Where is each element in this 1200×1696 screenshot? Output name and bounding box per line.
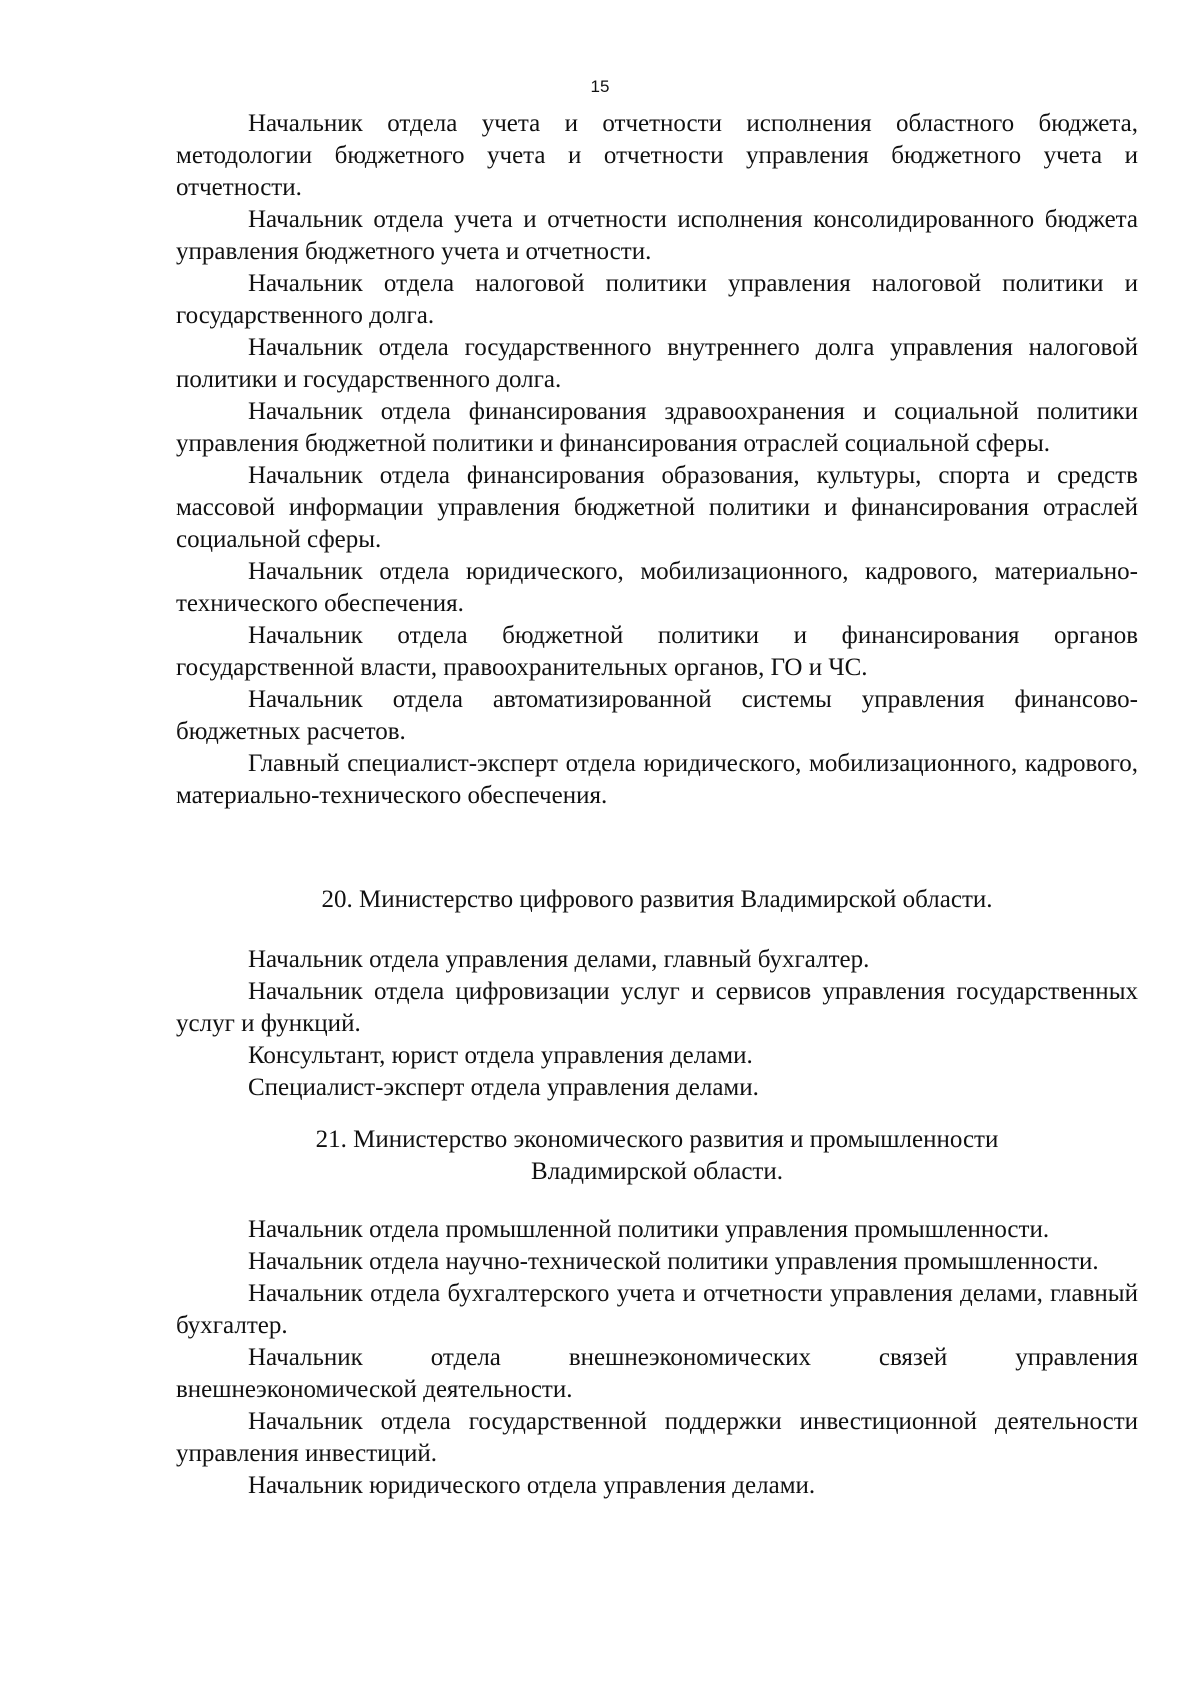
section-heading: [176, 1124, 1138, 1188]
section-21-heading-block: [176, 1124, 1138, 1188]
section-heading-line: Владимирской области.: [531, 1158, 783, 1185]
list-item: Начальник отдела финансирования образования, культуры, спорта и средств массовой информации управления бюджетной политики и финансирования отраслей социальной сферы.: [176, 462, 1138, 553]
list-item: Начальник юридического отдела управления делами.: [248, 1472, 816, 1499]
section-20-heading-block: [176, 884, 1138, 916]
section-heading: 20. Министерство цифрового развития Владимирской области.: [321, 886, 993, 913]
section-19-list: [176, 108, 1138, 812]
list-item: Главный специалист-эксперт отдела юридического, мобилизационного, кадрового, материально-технического обеспечения.: [176, 750, 1138, 809]
list-item: Специалист-эксперт отдела управления делами.: [248, 1074, 759, 1101]
list-item: Начальник отдела финансирования здравоохранения и социальной политики управления бюджетной политики и финансирования отраслей социальной сферы.: [176, 398, 1138, 457]
list-item: Начальник отдела промышленной политики управления промышленности.: [248, 1216, 1050, 1243]
list-item: Начальник отдела автоматизированной системы управления финансово-бюджетных расчетов.: [176, 686, 1138, 745]
list-item: Консультант, юрист отдела управления делами.: [248, 1042, 753, 1069]
list-item: Начальник отдела научно-технической политики управления промышленности.: [248, 1248, 1099, 1275]
list-item: Начальник отдела цифровизации услуг и сервисов управления государственных услуг и функций.: [176, 978, 1138, 1037]
list-item: Начальник отдела юридического, мобилизационного, кадрового, материально-технического обеспечения.: [176, 558, 1138, 617]
list-item: Начальник отдела налоговой политики управления налоговой политики и государственного долга.: [176, 270, 1138, 329]
list-item: Начальник отдела учета и отчетности исполнения областного бюджета, методологии бюджетного учета и отчетности управления бюджетного учета и отчетности.: [176, 110, 1138, 201]
section-heading-line: 21. Министерство экономического развития и промышленности: [315, 1126, 999, 1153]
list-item: Начальник отдела государственного внутреннего долга управления налоговой политики и государственного долга.: [176, 334, 1138, 393]
list-item: Начальник отдела внешнеэкономических связей управления внешнеэкономической деятельности.: [176, 1344, 1138, 1403]
list-item: Начальник отдела бюджетной политики и финансирования органов государственной власти, правоохранительных органов, ГО и ЧС.: [176, 622, 1138, 681]
list-item: Начальник отдела бухгалтерского учета и отчетности управления делами, главный бухгалтер.: [176, 1280, 1138, 1339]
section-21-list: [176, 1214, 1138, 1502]
page-number: 15: [590, 77, 610, 96]
list-item: Начальник отдела государственной поддержки инвестиционной деятельности управления инвестиций.: [176, 1408, 1138, 1467]
list-item: Начальник отдела управления делами, главный бухгалтер.: [248, 946, 870, 973]
section-20-list: [176, 944, 1138, 1104]
list-item: Начальник отдела учета и отчетности исполнения консолидированного бюджета управления бюджетного учета и отчетности.: [176, 206, 1138, 265]
